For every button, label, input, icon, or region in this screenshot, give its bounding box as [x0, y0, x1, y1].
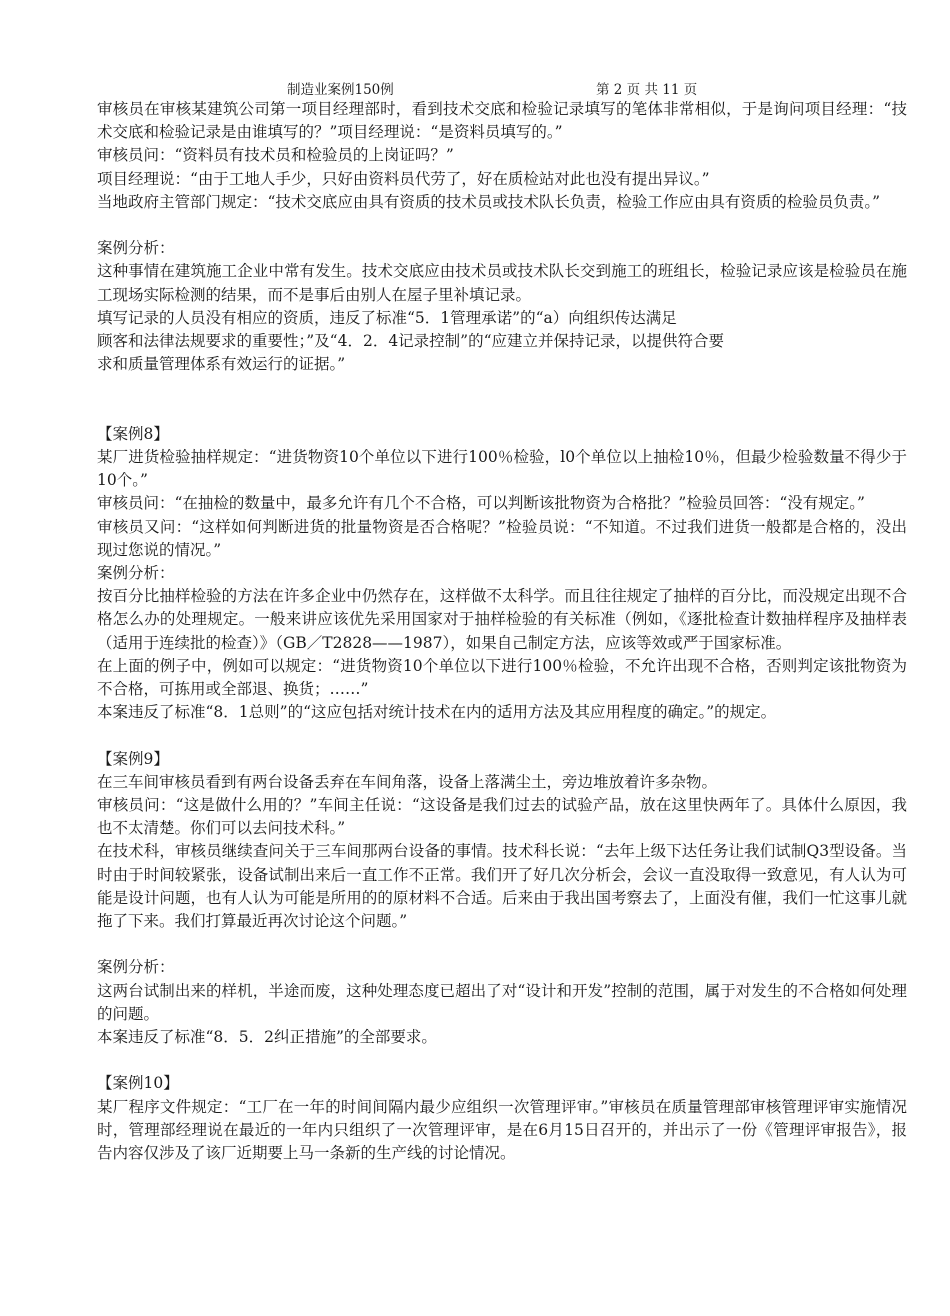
- paragraph: 填写记录的人员没有相应的资质，违反了标准“5．1管理承诺”的“a）向组织传达满足: [97, 308, 677, 327]
- paragraph: 在上面的例子中，例如可以规定：“进货物资10个单位以下进行100％检验，不允许出现不合格，否则判定该批物资为不合格，可拣用或全部退、换货；……”: [97, 656, 907, 699]
- spacer: [97, 933, 907, 956]
- paragraph: 求和质量管理体系有效运行的证据。”: [97, 355, 346, 374]
- paragraph: 本案违反了标准“8．5．2纠正措施”的全部要求。: [97, 1028, 437, 1047]
- paragraph: 这种事情在建筑施工企业中常有发生。技术交底应由技术员或技术队长交到施工的班组长，检验记录应该是检验员在施工现场实际检测的结果，而不是事后由别人在屋子里补填记录。: [97, 262, 907, 304]
- spacer: [97, 724, 907, 747]
- paragraph: 审核员在审核某建筑公司第一项目经理部时，看到技术交底和检验记录填写的笔体非常相似，于是询问项目经理：“技术交底和检验记录是由谁填写的？”项目经理说：“是资料员填写的。”: [97, 100, 907, 142]
- spacer: [97, 1049, 907, 1072]
- section-heading: 案例分析：: [97, 239, 175, 258]
- section-heading: 案例分析：: [97, 564, 175, 583]
- case-heading: 【案例10】: [97, 1074, 179, 1093]
- paragraph: 审核员问：“资料员有技术员和检验员的上岗证吗？”: [97, 146, 454, 165]
- case-heading: 【案例9】: [97, 749, 169, 768]
- paragraph: 本案违反了标准“8．1总则”的“这应包括对统计技术在内的适用方法及其应用程度的确定。”的规定。: [97, 703, 777, 722]
- document-body: [97, 98, 907, 1165]
- case-heading: 【案例8】: [97, 424, 169, 443]
- paragraph: 项目经理说：“由于工地人手少，只好由资料员代劳了，好在质检站对此也没有提出异议。”: [97, 169, 710, 188]
- paragraph: 审核员又问：“这样如何判断进货的批量物资是否合格呢？”检验员说：“不知道。不过我们进货一般都是合格的，没出现过您说的情况。”: [97, 517, 907, 559]
- paragraph: 某厂进货检验抽样规定：“进货物资10个单位以下进行100％检验，l0个单位以上抽检10％，但最少检验数量不得少于10个。”: [97, 448, 907, 490]
- paragraph: 某厂程序文件规定：“工厂在一年的时间间隔内最少应组织一次管理评审。”审核员在质量管理部审核管理评审实施情况时，管理部经理说在最近的一年内只组织了一次管理评审，是在6月15日召开的，并出示了一份《管理评审报告》，报告内容仅涉及了该厂近期要上马一条新的生产线的讨论情况。: [97, 1097, 907, 1163]
- paragraph: 这两台试制出来的样机，半途而废，这种处理态度已超出了对“设计和开发”控制的范围，属于对发生的不合格如何处理的问题。: [97, 981, 907, 1023]
- paragraph: 审核员问：“这是做什么用的？”车间主任说：“这设备是我们过去的试验产品，放在这里快两年了。具体什么原因，我也不太清楚。你们可以去问技术科。”: [97, 796, 907, 838]
- paragraph: 按百分比抽样检验的方法在许多企业中仍然存在，这样做不太科学。而且往往规定了抽样的百分比，而没规定出现不合格怎么办的处理规定。一般来讲应该优先采用国家对于抽样检验的有关标准（例如，《逐批检查计数抽样程序及抽样表（适用于连续批的检查）》（GB／T2828——1987），如果自己制定方法，应该等效或严于国家标准。: [97, 587, 907, 652]
- paragraph: 顾客和法律法规要求的重要性；”及“4．2．4记录控制”的“应建立并保持记录，以提供符合要: [97, 332, 725, 351]
- spacer: [97, 376, 907, 422]
- header-title: 制造业案例150例: [287, 82, 394, 98]
- paragraph: 当地政府主管部门规定：“技术交底应由具有资质的技术员或技术队长负责，检验工作应由具有资质的检验员负责。”: [97, 192, 881, 211]
- paragraph: 在三车间审核员看到有两台设备丢弃在车间角落，设备上落满尘土，旁边堆放着许多杂物。: [97, 772, 718, 791]
- paragraph: 在技术科，审核员继续查问关于三车间那两台设备的事情。技术科长说：“去年上级下达任务让我们试制Q3型设备。当时由于时间较紧张，设备试制出来后一直工作不正常。我们开了好几次分析会，会议一直没取得一致意见，有人认为可能是设计问题，也有人认为可能是所用的的原材料不合适。后来由于我出国考察去了，上面没有催，我们一忙这事儿就拖了下来。我们打算最近再次讨论这个问题。”: [97, 842, 907, 931]
- section-heading: 案例分析：: [97, 958, 175, 977]
- page-header: [0, 78, 950, 98]
- paragraph: 审核员问：“在抽检的数量中，最多允许有几个不合格，可以判断该批物资为合格批？”检验员回答：“没有规定。”: [97, 494, 865, 513]
- spacer: [97, 214, 907, 237]
- header-page-info: 第 2 页 共 11 页: [596, 82, 698, 98]
